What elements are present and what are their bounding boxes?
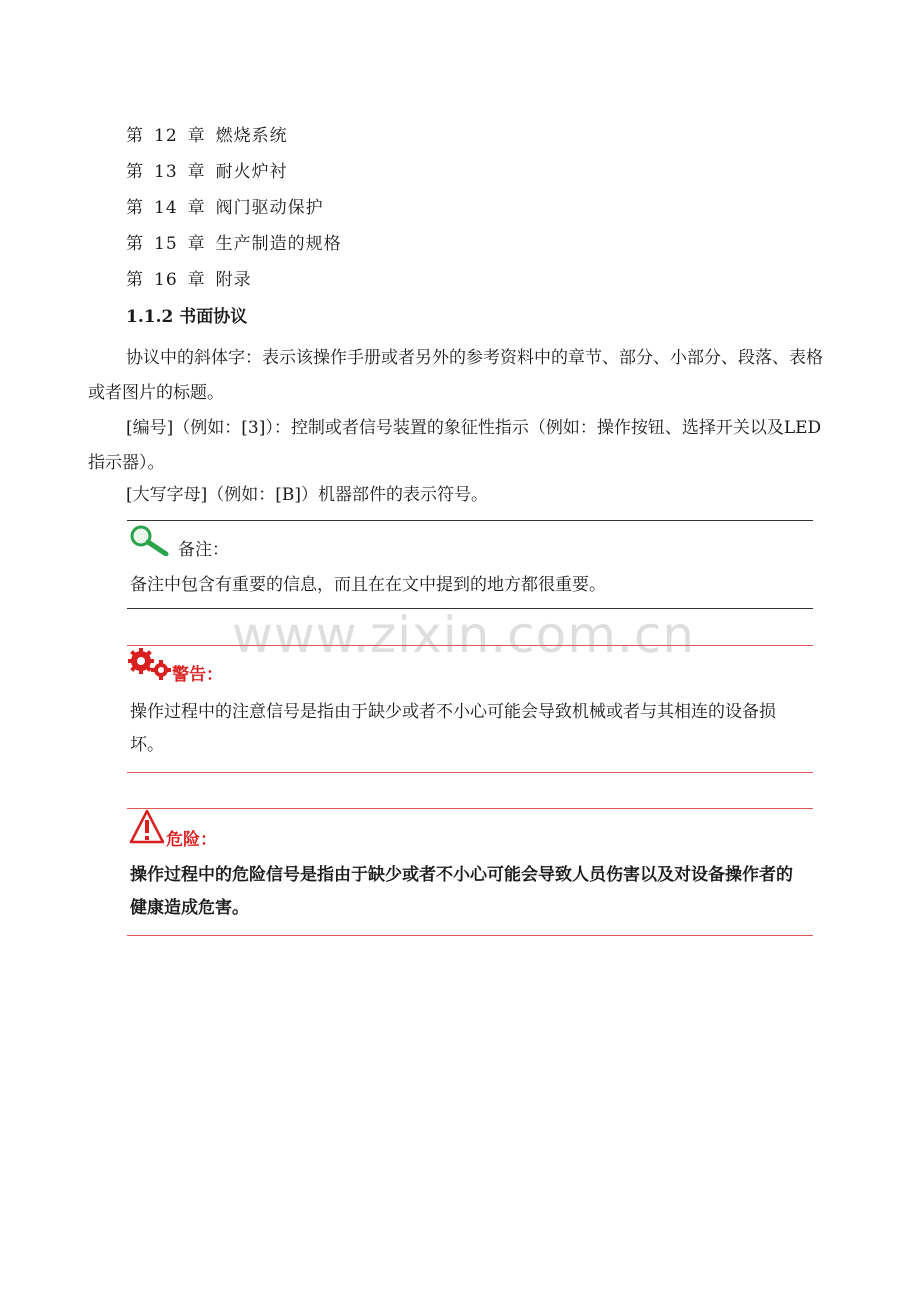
chapter-num: 13 xyxy=(154,162,178,182)
note-label: 备注： xyxy=(178,540,229,560)
paragraph-number-convention: [编号]（例如：[3]）：控制或者信号装置的象征性指示（例如：操作按钮、选择开关以及LED指示器）。 xyxy=(88,418,822,473)
magnifier-icon xyxy=(128,524,172,556)
chapter-prefix: 第 xyxy=(126,198,144,218)
chapter-15 xyxy=(126,232,352,256)
danger-text: 操作过程中的危险信号是指由于缺少或者不小心可能会导致人员伤害以及对设备操作者的健康造成危害。 xyxy=(130,865,793,918)
chapter-title: 耐火炉衬 xyxy=(215,162,288,182)
chapter-num: 15 xyxy=(154,234,178,254)
warning-triangle-icon xyxy=(128,808,166,846)
warning-text: 操作过程中的注意信号是指由于缺少或者不小心可能会导致机械或者与其相连的设备损坏。 xyxy=(130,702,776,755)
chapter-prefix: 第 xyxy=(126,270,144,290)
chapter-14 xyxy=(126,196,334,220)
chapter-title: 附录 xyxy=(215,270,252,290)
chapter-num: 16 xyxy=(154,270,178,290)
warning-top-rule xyxy=(127,645,813,646)
chapter-suffix: 章 xyxy=(187,270,206,290)
chapter-prefix: 第 xyxy=(126,126,144,146)
warning-label: 警告： xyxy=(172,665,223,685)
chapter-suffix: 章 xyxy=(187,198,206,218)
chapter-suffix: 章 xyxy=(187,126,206,146)
warning-bottom-rule xyxy=(127,772,813,773)
chapter-title: 阀门驱动保护 xyxy=(215,198,324,218)
danger-top-rule xyxy=(127,808,813,809)
watermark: www.zixin.com.cn xyxy=(232,606,696,664)
chapter-num: 12 xyxy=(154,126,178,146)
section-heading: 1.1.2 书面协议 xyxy=(126,307,248,327)
chapter-title: 燃烧系统 xyxy=(215,126,288,146)
chapter-12 xyxy=(126,124,298,148)
note-top-rule xyxy=(127,520,813,521)
chapter-16 xyxy=(126,268,262,292)
paragraph-letter-convention: [大写字母]（例如：[B]）机器部件的表示符号。 xyxy=(126,485,489,505)
chapter-13 xyxy=(126,160,298,184)
danger-label: 危险： xyxy=(166,830,217,850)
chapter-prefix: 第 xyxy=(126,162,144,182)
chapter-suffix: 章 xyxy=(187,162,206,182)
chapter-title: 生产制造的规格 xyxy=(215,234,342,254)
chapter-prefix: 第 xyxy=(126,234,144,254)
chapter-suffix: 章 xyxy=(187,234,206,254)
danger-bottom-rule xyxy=(127,935,813,936)
chapter-num: 14 xyxy=(154,198,178,218)
note-text: 备注中包含有重要的信息，而且在在文中提到的地方都很重要。 xyxy=(130,575,606,595)
gears-icon xyxy=(128,648,172,680)
paragraph-italic-convention: 协议中的斜体字：表示该操作手册或者另外的参考资料中的章节、部分、小部分、段落、表格或者图片的标题。 xyxy=(88,348,823,403)
